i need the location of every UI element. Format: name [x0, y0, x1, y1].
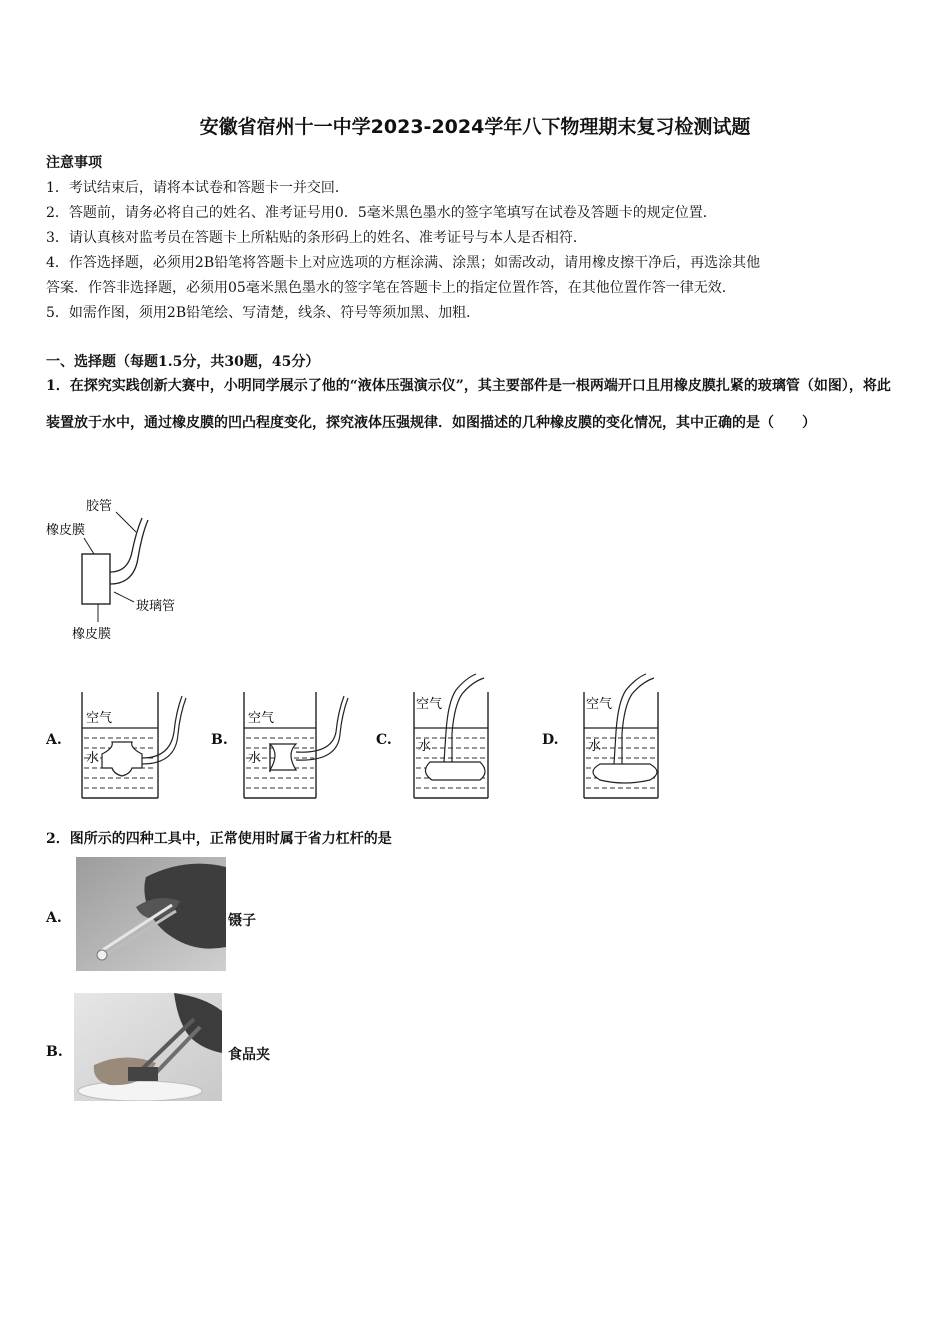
q1-option-c-label[interactable]: C.: [376, 732, 392, 748]
notice-item: 2．答题前，请务必将自己的姓名、准考证号用0．5毫米黑色墨水的签字笔填写在试卷及答题卡的规定位置．: [46, 205, 717, 221]
tweezers-photo[interactable]: [76, 857, 226, 971]
q2-option-a-label[interactable]: A.: [46, 910, 62, 926]
water-label: 水: [588, 739, 602, 754]
q2-option-b-name: 食品夹: [228, 1047, 270, 1063]
q1-option-b-label[interactable]: B.: [211, 732, 228, 748]
notice-item: 5．如需作图，须用2B铅笔绘、写清楚，线条、符号等须加黑、加粗．: [46, 305, 481, 321]
food-tongs-photo[interactable]: [74, 993, 222, 1101]
question-1-text: 1．在探究实践创新大赛中，小明同学展示了他的“液体压强演示仪”，其主要部件是一根两端开口且用橡皮膜扎紧的玻璃管（如图），将此装置放于水中，通过橡皮膜的凹凸程度变化，探究液体压强规律．如图描述的几种橡皮膜的变化情况，其中正确的是（ ）: [46, 378, 891, 431]
q1-option-b-figure[interactable]: [240, 692, 355, 802]
glass-tube-label: 玻璃管: [136, 599, 176, 614]
air-label: 空气: [416, 697, 443, 712]
notice-item: 答案．作答非选择题，必须用05毫米黑色墨水的签字笔在答题卡上的指定位置作答，在其他位置作答一律无效．: [46, 280, 736, 296]
notice-item: 4．作答选择题，必须用2B铅笔将答题卡上对应选项的方框涂满、涂黑；如需改动，请用橡皮擦干净后，再选涂其他: [46, 255, 761, 271]
notice-item: 3．请认真核对监考员在答题卡上所粘贴的条形码上的姓名、准考证号与本人是否相符．: [46, 230, 587, 246]
air-label: 空气: [248, 711, 275, 726]
q1-option-c-figure[interactable]: [410, 672, 500, 802]
apparatus-figure: [44, 492, 194, 644]
membrane-top-label: 橡皮膜: [46, 523, 86, 538]
notice-heading: 注意事项: [46, 155, 102, 171]
air-label: 空气: [86, 711, 113, 726]
q2-option-a-name: 镊子: [228, 913, 256, 929]
water-label: 水: [248, 751, 262, 766]
section-heading: 一、选择题（每题1.5分，共30题，45分）: [46, 354, 320, 370]
question-2-text: 2．图所示的四种工具中，正常使用时属于省力杠杆的是: [46, 831, 392, 847]
notice-item: 1．考试结束后，请将本试卷和答题卡一并交回．: [46, 180, 349, 196]
q1-option-d-label[interactable]: D.: [542, 732, 559, 748]
q2-option-b-label[interactable]: B.: [46, 1044, 63, 1060]
q1-option-a-label[interactable]: A.: [46, 732, 62, 748]
hose-label: 胶管: [86, 499, 113, 514]
q1-option-d-figure[interactable]: [580, 672, 670, 802]
water-label: 水: [86, 751, 100, 766]
page-title: 安徽省宿州十一中学2023-2024学年八下物理期末复习检测试题: [199, 116, 751, 138]
q1-option-a-figure[interactable]: [78, 692, 188, 802]
air-label: 空气: [586, 697, 613, 712]
membrane-bottom-label: 橡皮膜: [72, 627, 112, 642]
water-label: 水: [418, 739, 432, 754]
